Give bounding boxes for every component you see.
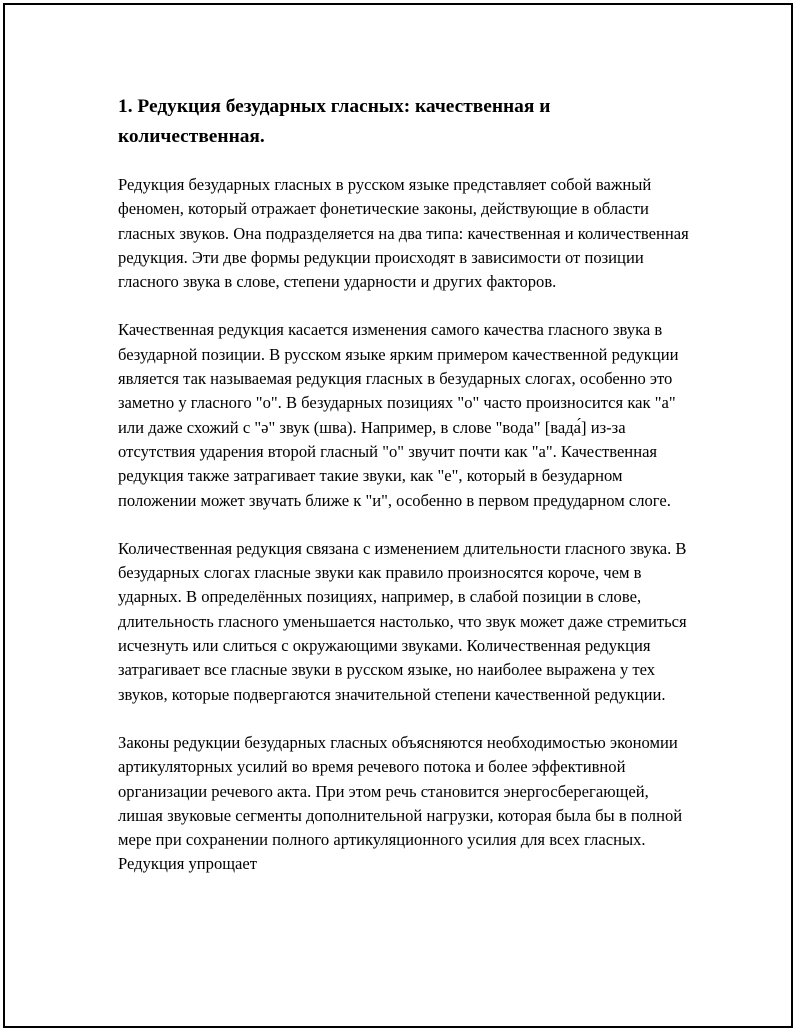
section-heading: 1. Редукция безударных гласных: качественная и количественная. [118,96,551,147]
paragraph-intro: Редукция безударных гласных в русском языке представляет собой важный феномен, который отражает фонетические законы, действующие в области гласных звуков. Она подразделяется на два типа: качественная и количественная редукция. Эти две формы редукции происходят в зависимости от позиции гласного звука в слове, степени ударности и других факторов. [118,175,689,292]
paragraph-quantitative-reduction: Количественная редукция связана с изменением длительности гласного звука. В безударных слогах гласные звуки как правило произносятся короче, чем в ударных. В определённых позициях, например, в слабой позиции в слове, длительность гласного уменьшается настолько, что звук может даже стремиться исчезнуть или слиться с окружающими звуками. Количественная редукция затрагивает все гласные звуки в русском языке, но наиболее выражена у тех звуков, которые подвергаются значительной степени качественной редукции. [118,538,687,704]
document-content [118,92,690,901]
paragraph-reduction-laws: Законы редукции безударных гласных объясняются необходимостью экономии артикуляторных усилий во время речевого потока и более эффективной организации речевого акта. При этом речь становится энергосберегающей, лишая звуковые сегменты дополнительной нагрузки, которая была бы в полной мере при сохранении полного артикуляционного усилия для всех гласных. Редукция упрощает [118,732,683,874]
paragraph-qualitative-reduction: Качественная редукция касается изменения самого качества гласного звука в безударной позиции. В русском языке ярким примером качественной редукции является так называемая редукция гласных в безударных слогах, особенно это заметно у гласного "о". В безударных позициях "о" часто произносится как "а" или даже схожий с "ə" звук (шва). Например, в слове "вода" [вада́] из-за отсутствия ударения второй гласный "о" звучит почти как "а". Качественная редукция также затрагивает такие звуки, как "е", который в безударном положении может звучать ближе к "и", особенно в первом предударном слоге. [118,320,679,510]
